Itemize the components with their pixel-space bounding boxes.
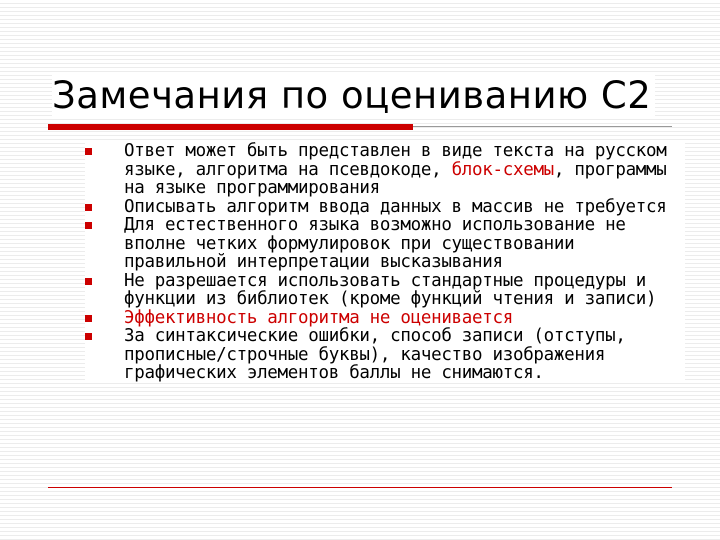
slide-title: Замечания по оцениванию С2	[52, 74, 655, 117]
bullet-list	[85, 142, 685, 383]
square-bullet-icon	[85, 222, 92, 229]
bullet-text: Не разрешается использовать стандартные процедуры и функции из библиотек (кроме функций чтения и записи)	[124, 270, 657, 309]
title-underline-accent	[48, 124, 413, 130]
bullet-text-highlight: блок-схемы	[451, 159, 554, 180]
bullet-text: За синтаксические ошибки, способ записи (отступы, прописные/строчные буквы), качество изображения графических элементов баллы не снимаются.	[124, 326, 626, 383]
title-underline-divider	[413, 126, 672, 127]
bullet-item-3	[85, 216, 685, 272]
bullet-item-6	[85, 327, 685, 383]
bullet-item-5	[85, 309, 685, 328]
square-bullet-icon	[85, 204, 92, 211]
bullet-text: Описывать алгоритм ввода данных в массив не требуется	[124, 196, 667, 217]
bullet-item-2	[85, 198, 685, 217]
bullet-text: Для естественного языка возможно использование не вполне четких формулировок при существовании правильной интерпретации высказывания	[124, 215, 626, 272]
square-bullet-icon	[85, 315, 92, 322]
bullet-item-4	[85, 272, 685, 309]
footer-divider	[48, 487, 672, 488]
square-bullet-icon	[85, 148, 92, 155]
square-bullet-icon	[85, 333, 92, 340]
bullet-text: Ответ может быть представлен в виде текста на русском языке, алгоритма на псевдокоде,	[124, 141, 667, 180]
square-bullet-icon	[85, 278, 92, 285]
bullet-item-1	[85, 142, 685, 198]
bullet-text: , программы на языке программирования	[124, 159, 667, 198]
bullet-text-highlight: Эффективность алгоритма не оценивается	[124, 307, 513, 328]
